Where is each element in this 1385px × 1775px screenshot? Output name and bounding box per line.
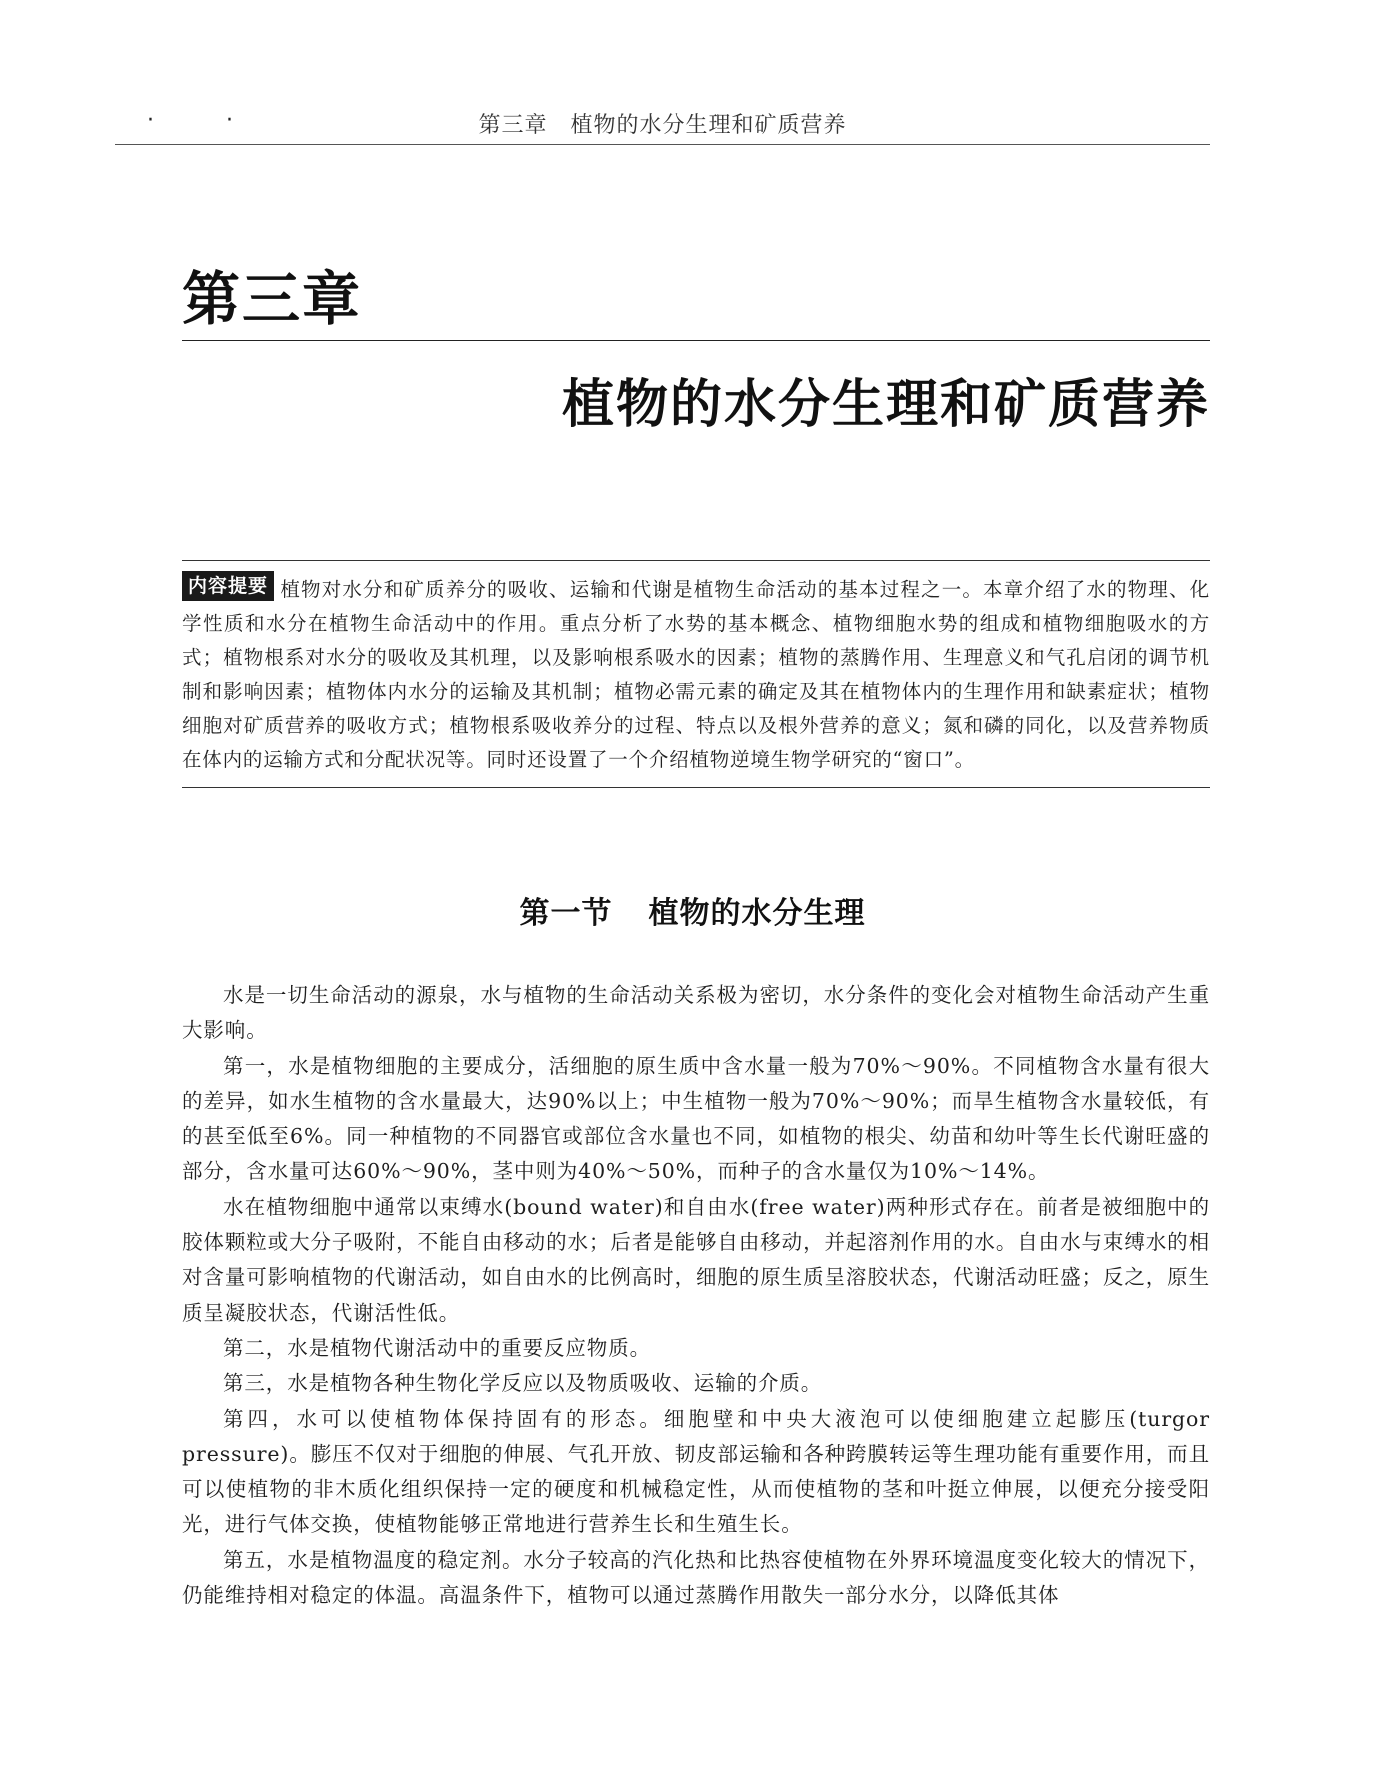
abstract-text: 植物对水分和矿质养分的吸收、运输和代谢是植物生命活动的基本过程之一。本章介绍了水的物理、化学性质和水分在植物生命活动中的作用。重点分析了水势的基本概念、植物细胞水势的组成和植物细胞吸水的方式；植物根系对水分的吸收及其机理，以及影响根系吸水的因素；植物的蒸腾作用、生理意义和气孔启闭的调节机制和影响因素；植物体内水分的运输及其机制；植物必需元素的确定及其在植物体内的生理作用和缺素症状；植物细胞对矿质营养的吸收方式；植物根系吸收养分的过程、特点以及根外营养的意义；氮和磷的同化，以及营养物质在体内的运输方式和分配状况等。同时还设置了一个介绍植物逆境生物学研究的“窗口”。 [182, 578, 1210, 771]
chapter-title: 植物的水分生理和矿质营养 [561, 375, 1210, 435]
paragraph: 第一，水是植物细胞的主要成分，活细胞的原生质中含水量一般为70%～90%。不同植物含水量有很大的差异，如水生植物的含水量最大，达90%以上；中生植物一般为70%～90%；而旱生植物含水量较低，有的甚至低至6%。同一种植物的不同器官或部位含水量也不同，如植物的根尖、幼苗和幼叶等生长代谢旺盛的部分，含水量可达60%～90%，茎中则为40%～50%，而种子的含水量仅为10%～14%。 [182, 1053, 1210, 1184]
abstract-box [182, 560, 1210, 788]
running-title: 第三章 植物的水分生理和矿质营养 [478, 113, 847, 138]
paragraph: 第五，水是植物温度的稳定剂。水分子较高的汽化热和比热容使植物在外界环境温度变化较大的情况下，仍能维持相对稳定的体温。高温条件下，植物可以通过蒸腾作用散失一部分水分，以降低其体 [182, 1547, 1210, 1608]
paragraph: 水在植物细胞中通常以束缚水(bound water)和自由水(free water)两种形式存在。前者是被细胞中的胶体颗粒或大分子吸附，不能自由移动的水；后者是能够自由移动，并起溶剂作用的水。自由水与束缚水的相对含量可影响植物的代谢活动，如自由水的比例高时，细胞的原生质呈溶胶状态，代谢活动旺盛；反之，原生质呈凝胶状态，代谢活性低。 [182, 1194, 1210, 1325]
section-heading [0, 888, 1385, 932]
paragraph: 水是一切生命活动的源泉，水与植物的生命活动关系极为密切，水分条件的变化会对植物生命活动产生重大影响。 [182, 983, 1210, 1043]
paragraph: 第三，水是植物各种生物化学反应以及物质吸收、运输的介质。 [223, 1371, 823, 1396]
abstract-tag: 内容提要 [182, 571, 274, 601]
header-dots: ·· [147, 108, 305, 133]
paragraph: 第四，水可以使植物体保持固有的形态。细胞壁和中央大液泡可以使细胞建立起膨压(turgor pressure)。膨压不仅对于细胞的伸展、气孔开放、韧皮部运输和各种跨膜转运等生理功能有重要作用，而且可以使植物的非木质化组织保持一定的硬度和机械稳定性，从而使植物的茎和叶挺立伸展，以便充分接受阳光，进行气体交换，使植物能够正常地进行营养生长和生殖生长。 [182, 1406, 1210, 1537]
section-title: 植物的水分生理 [648, 896, 866, 931]
chapter-number: 第三章 [182, 265, 363, 333]
chapter-rule [182, 340, 1210, 341]
body-text [182, 978, 1210, 1613]
section-number: 第一节 [519, 896, 613, 931]
running-header [115, 104, 1210, 145]
paragraph: 第二，水是植物代谢活动中的重要反应物质。 [223, 1335, 651, 1360]
